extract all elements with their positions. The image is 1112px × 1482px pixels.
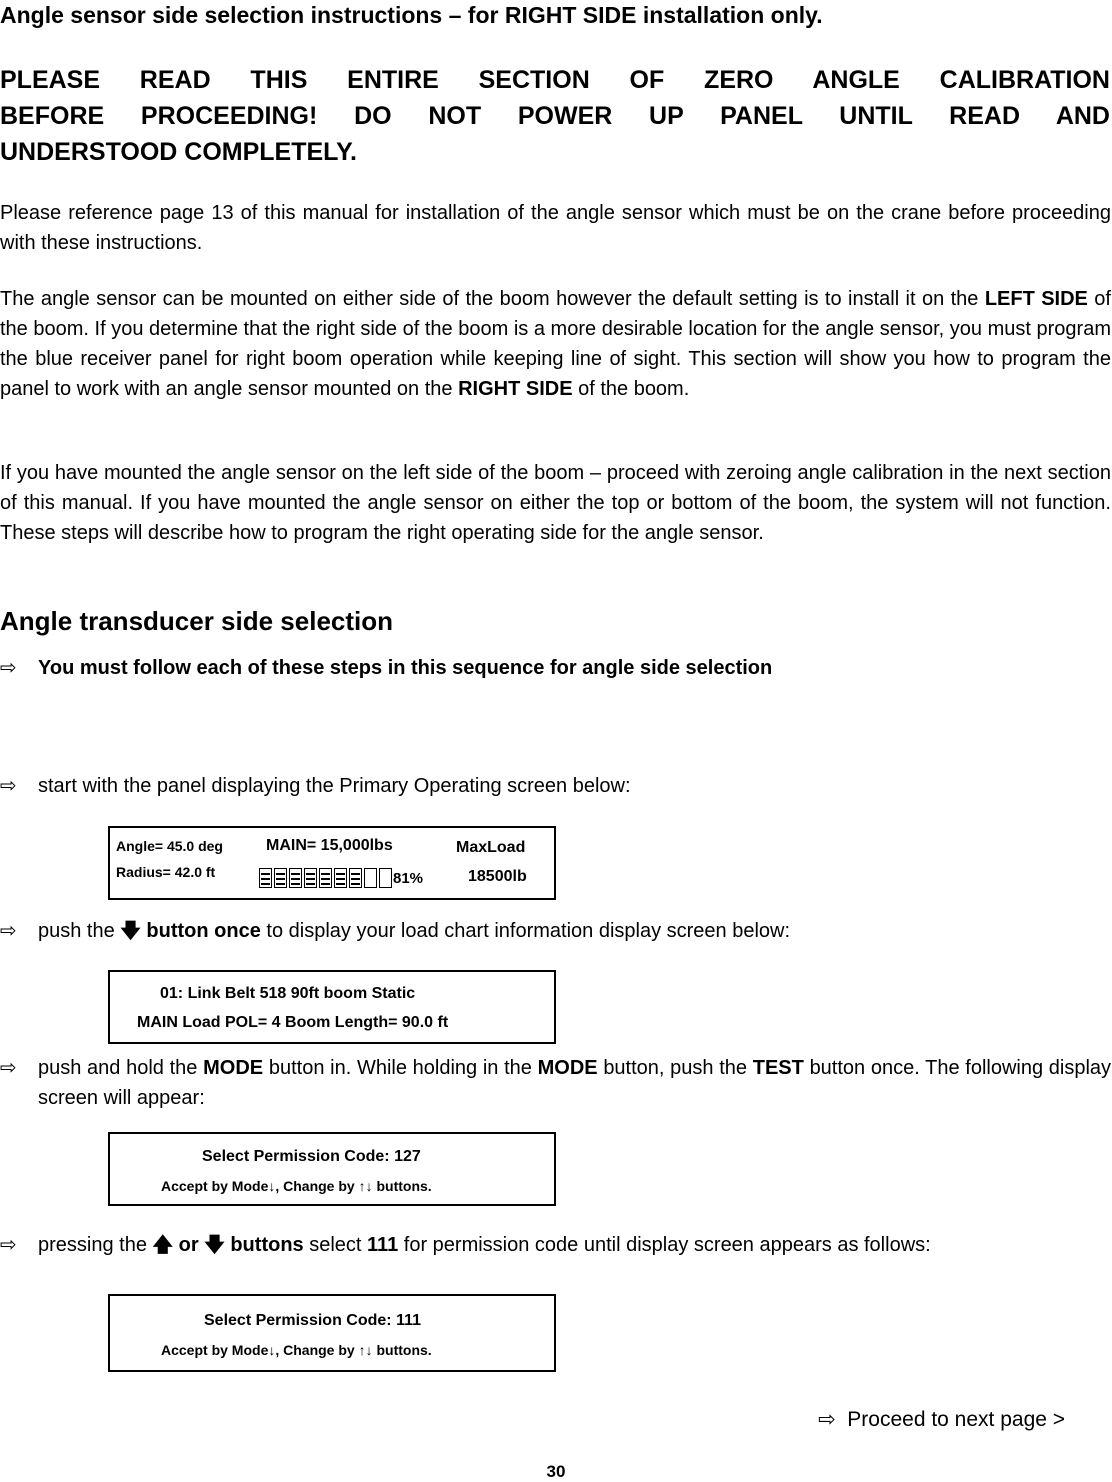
step-3-text-c: button in. While holding in the xyxy=(268,1057,532,1079)
step-4-text-d: select xyxy=(309,1234,362,1256)
load-percentage: 81% xyxy=(393,870,424,887)
warning-line-3: UNDERSTOOD COMPLETELY. xyxy=(0,138,357,166)
step-3-text-g: button once. The following display screen will appear: xyxy=(38,1057,1112,1109)
bar-cell-filled xyxy=(319,868,332,888)
step-3-text-a: push and hold the xyxy=(38,1057,198,1079)
step-3-text-e: button, push the xyxy=(603,1057,748,1079)
button-once-emphasis: button once xyxy=(146,920,261,942)
bar-cell-empty xyxy=(364,868,377,888)
bar-cell-filled xyxy=(289,868,302,888)
angle-readout: Angle= 45.0 deg xyxy=(116,838,223,854)
bar-cell-empty xyxy=(379,868,392,888)
permission-code-line-1: Select Permission Code: 111 xyxy=(204,1312,421,1329)
warning-line-2: BEFORE PROCEEDING! DO NOT POWER UP PANEL UNTIL READ AND xyxy=(0,102,1110,130)
bar-cell-filled xyxy=(304,868,317,888)
permission-code-screen-127 xyxy=(108,1132,556,1206)
hollow-arrow-icon: ⇨ xyxy=(0,657,17,679)
hollow-arrow-icon: ⇨ xyxy=(0,920,17,942)
page-title: Angle sensor side selection instructions – for RIGHT SIDE installation only. xyxy=(0,2,823,28)
test-emphasis: TEST xyxy=(752,1057,804,1079)
list-item xyxy=(0,771,1000,801)
hollow-arrow-icon: ⇨ xyxy=(0,775,17,797)
permission-code-screen-111 xyxy=(108,1294,556,1372)
left-side-paragraph xyxy=(0,458,1111,548)
load-percentage-bar xyxy=(259,868,394,888)
mounting-text-a: The angle sensor can be mounted on either side of the boom however the default setting is to install it on the xyxy=(0,288,979,310)
left-side-emphasis: LEFT SIDE xyxy=(984,288,1088,310)
primary-operating-screen xyxy=(108,826,556,900)
intro-paragraph-text: Please reference page 13 of this manual for installation of the angle sensor which must be on the crane before proceeding with these instructions. xyxy=(0,202,1111,254)
section-heading: Angle transducer side selection xyxy=(0,606,394,636)
mode-emphasis: MODE xyxy=(203,1057,264,1079)
code-111-emphasis: 111 xyxy=(367,1234,399,1256)
permission-code-line-1: Select Permission Code: 127 xyxy=(202,1148,421,1165)
maxload-value: 18500lb xyxy=(468,868,527,885)
main-load-readout: MAIN= 15,000lbs xyxy=(266,837,393,854)
list-item xyxy=(0,1230,1060,1260)
hollow-arrow-icon: ⇨ xyxy=(818,1408,836,1431)
list-item xyxy=(0,653,1000,683)
hollow-arrow-icon: ⇨ xyxy=(0,1057,17,1079)
intro-paragraph xyxy=(0,198,1111,258)
bar-cell-filled xyxy=(349,868,362,888)
load-chart-line-1: 01: Link Belt 518 90ft boom Static xyxy=(160,985,416,1002)
step-4-text xyxy=(38,1230,1060,1260)
step-4-text-f: for permission code until display screen appears as follows: xyxy=(403,1234,931,1256)
load-chart-line-2: MAIN Load POL= 4 Boom Length= 90.0 ft xyxy=(137,1014,449,1031)
buttons-emphasis: buttons xyxy=(230,1234,304,1256)
step-1-text: start with the panel displaying the Primary Operating screen below: xyxy=(38,775,631,797)
hollow-arrow-icon: ⇨ xyxy=(0,1234,17,1256)
sequence-instruction: You must follow each of these steps in this sequence for angle side selection xyxy=(38,657,773,679)
next-page-note xyxy=(818,1407,1065,1432)
step-2-text-c: to display your load chart information display screen below: xyxy=(266,920,791,942)
down-arrow-icon: 🡇 xyxy=(204,1234,225,1256)
down-arrow-icon: 🡇 xyxy=(120,920,141,942)
next-page-text: Proceed to next page > xyxy=(847,1408,1066,1431)
page-number: 30 xyxy=(546,1462,566,1481)
step-4-text-a: pressing the xyxy=(38,1234,147,1256)
warning-block xyxy=(0,62,1110,170)
bar-cell-filled xyxy=(274,868,287,888)
up-arrow-icon: 🡅 xyxy=(152,1234,174,1256)
permission-code-line-2: Accept by Mode↓, Change by ↑↓ buttons. xyxy=(161,1342,432,1358)
permission-code-line-2: Accept by Mode↓, Change by ↑↓ buttons. xyxy=(161,1178,432,1194)
bar-cell-filled xyxy=(259,868,272,888)
step-2-text-a: push the xyxy=(38,920,115,942)
load-chart-screen xyxy=(108,970,556,1044)
mounting-text-e: of the boom. xyxy=(578,378,690,400)
step-2-text xyxy=(38,916,1080,946)
maxload-label: MaxLoad xyxy=(456,839,526,856)
mode-emphasis-2: MODE xyxy=(537,1057,598,1079)
list-item xyxy=(0,1053,1111,1113)
radius-readout: Radius= 42.0 ft xyxy=(116,864,216,880)
mounting-text-c: of the boom. If you determine that the right side of the boom is a more desirable location for the angle sensor, you must program the blue receiver panel for right boom operation while keeping line of sight. This section will show you how to program the panel to work with an angle sensor mounted on the xyxy=(0,288,1111,400)
left-side-paragraph-text: If you have mounted the angle sensor on the left side of the boom – proceed with zeroing angle calibration in the next section of this manual. If you have mounted the angle sensor on either the top or bottom of the boom, the system will not function. These steps will describe how to program the right operating side for the angle sensor. xyxy=(0,462,1111,544)
right-side-emphasis: RIGHT SIDE xyxy=(458,378,573,400)
bar-cell-filled xyxy=(334,868,347,888)
warning-line-1: PLEASE READ THIS ENTIRE SECTION OF ZERO ANGLE CALIBRATION xyxy=(0,66,1110,94)
list-item xyxy=(0,916,1080,946)
mounting-paragraph xyxy=(0,284,1111,404)
step-3-text xyxy=(38,1053,1111,1113)
or-emphasis: or xyxy=(178,1234,199,1256)
